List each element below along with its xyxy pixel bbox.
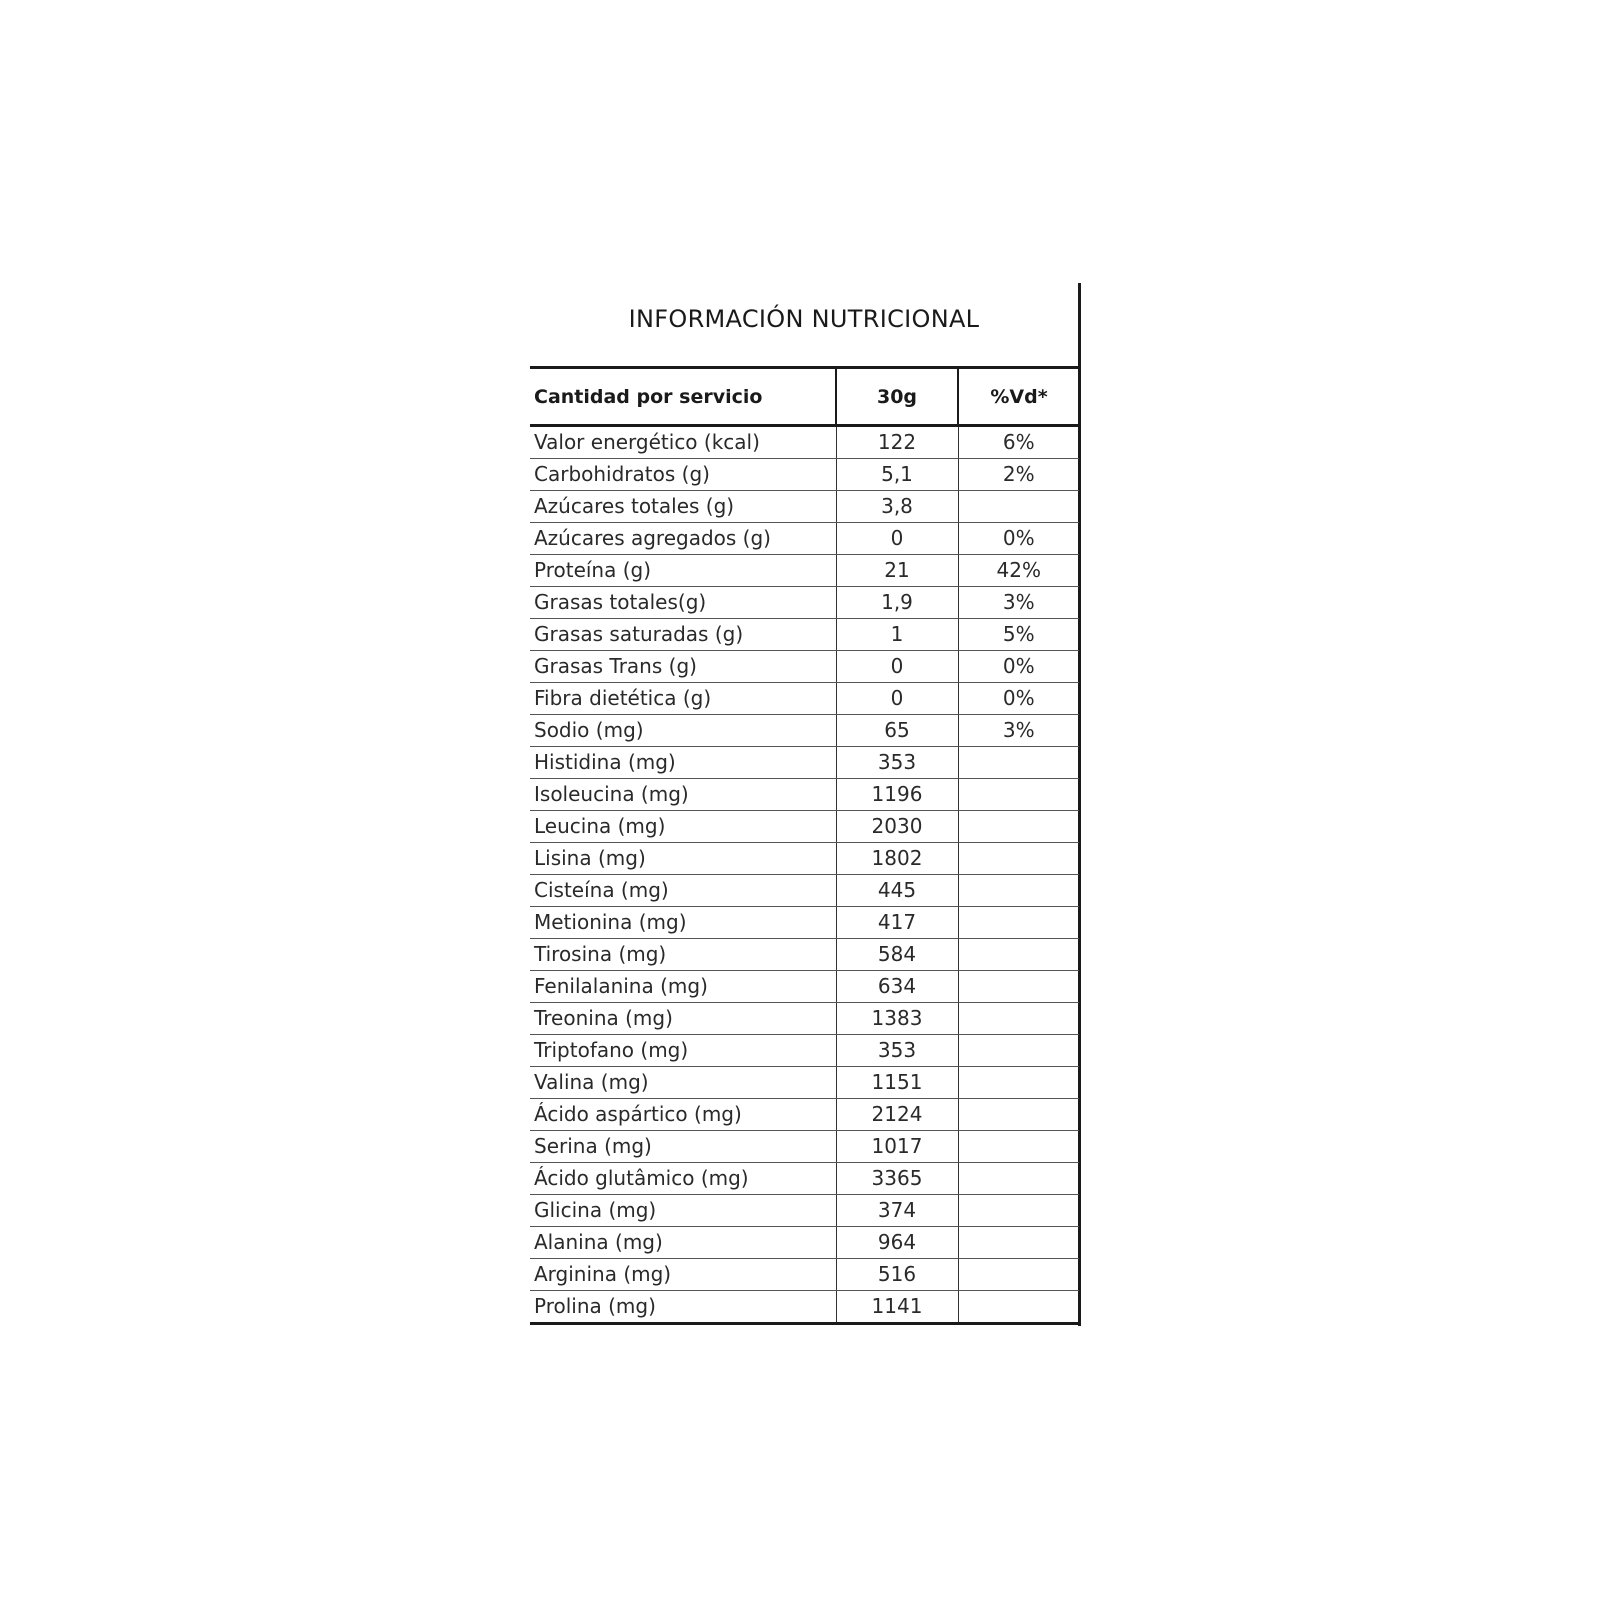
nutrient-name: Grasas saturadas (g) (530, 619, 836, 651)
table-row (530, 1067, 1079, 1099)
nutrient-name: Serina (mg) (530, 1131, 836, 1163)
nutrient-amount: 353 (836, 747, 958, 779)
nutrient-daily-value (958, 1227, 1079, 1259)
nutrient-daily-value: 0% (958, 651, 1079, 683)
table-row (530, 555, 1079, 587)
nutrient-amount: 1017 (836, 1131, 958, 1163)
table-row (530, 1003, 1079, 1035)
nutrient-daily-value (958, 811, 1079, 843)
nutrient-name: Carbohidratos (g) (530, 459, 836, 491)
table-row (530, 1291, 1079, 1324)
nutrient-daily-value (958, 1131, 1079, 1163)
table-row (530, 939, 1079, 971)
nutrient-daily-value: 6% (958, 426, 1079, 459)
nutrient-name: Lisina (mg) (530, 843, 836, 875)
nutrient-amount: 1802 (836, 843, 958, 875)
nutrient-name: Alanina (mg) (530, 1227, 836, 1259)
table-row (530, 619, 1079, 651)
nutrient-amount: 0 (836, 523, 958, 555)
table-row (530, 715, 1079, 747)
header-daily-value: %Vd* (958, 368, 1079, 426)
table-header (530, 368, 1079, 426)
nutrient-daily-value (958, 1195, 1079, 1227)
table-row (530, 1195, 1079, 1227)
nutrient-daily-value (958, 843, 1079, 875)
nutrient-name: Histidina (mg) (530, 747, 836, 779)
nutrient-amount: 584 (836, 939, 958, 971)
nutrient-name: Arginina (mg) (530, 1259, 836, 1291)
table-row (530, 1259, 1079, 1291)
nutrition-label (530, 283, 1081, 1326)
nutrient-amount: 122 (836, 426, 958, 459)
table-row (530, 523, 1079, 555)
nutrient-amount: 2030 (836, 811, 958, 843)
nutrition-table (530, 366, 1079, 1325)
nutrient-amount: 964 (836, 1227, 958, 1259)
nutrient-amount: 5,1 (836, 459, 958, 491)
table-row (530, 426, 1079, 459)
nutrient-amount: 374 (836, 1195, 958, 1227)
nutrient-name: Metionina (mg) (530, 907, 836, 939)
nutrient-name: Sodio (mg) (530, 715, 836, 747)
nutrient-amount: 21 (836, 555, 958, 587)
nutrient-name: Valor energético (kcal) (530, 426, 836, 459)
nutrient-amount: 2124 (836, 1099, 958, 1131)
label-title: INFORMACIÓN NUTRICIONAL (628, 305, 980, 333)
nutrient-daily-value (958, 1259, 1079, 1291)
nutrient-name: Proteína (g) (530, 555, 836, 587)
nutrient-name: Grasas Trans (g) (530, 651, 836, 683)
table-row (530, 843, 1079, 875)
nutrient-amount: 1 (836, 619, 958, 651)
nutrient-name: Prolina (mg) (530, 1291, 836, 1324)
table-row (530, 971, 1079, 1003)
nutrient-daily-value (958, 1003, 1079, 1035)
nutrient-daily-value (958, 1067, 1079, 1099)
nutrient-amount: 3,8 (836, 491, 958, 523)
nutrient-amount: 65 (836, 715, 958, 747)
table-row (530, 779, 1079, 811)
table-row (530, 875, 1079, 907)
nutrient-name: Leucina (mg) (530, 811, 836, 843)
nutrient-amount: 516 (836, 1259, 958, 1291)
table-row (530, 747, 1079, 779)
table-row (530, 1099, 1079, 1131)
nutrient-name: Fenilalanina (mg) (530, 971, 836, 1003)
nutrient-name: Grasas totales(g) (530, 587, 836, 619)
table-row (530, 651, 1079, 683)
nutrient-daily-value (958, 1035, 1079, 1067)
nutrient-name: Azúcares agregados (g) (530, 523, 836, 555)
nutrient-daily-value: 3% (958, 587, 1079, 619)
nutrient-daily-value: 0% (958, 523, 1079, 555)
header-row (530, 368, 1079, 426)
header-serving-label: Cantidad por servicio (530, 368, 836, 426)
nutrient-name: Treonina (mg) (530, 1003, 836, 1035)
table-row (530, 907, 1079, 939)
table-row (530, 491, 1079, 523)
nutrient-daily-value: 0% (958, 683, 1079, 715)
header-serving-size: 30g (836, 368, 958, 426)
nutrient-amount: 0 (836, 683, 958, 715)
nutrient-daily-value (958, 779, 1079, 811)
nutrient-daily-value (958, 939, 1079, 971)
nutrient-amount: 1141 (836, 1291, 958, 1324)
nutrient-name: Valina (mg) (530, 1067, 836, 1099)
nutrient-daily-value (958, 907, 1079, 939)
nutrient-amount: 445 (836, 875, 958, 907)
nutrient-name: Fibra dietética (g) (530, 683, 836, 715)
nutrient-amount: 1383 (836, 1003, 958, 1035)
nutrient-amount: 0 (836, 651, 958, 683)
table-row (530, 811, 1079, 843)
nutrient-amount: 1196 (836, 779, 958, 811)
nutrient-daily-value: 5% (958, 619, 1079, 651)
nutrient-daily-value (958, 747, 1079, 779)
nutrient-daily-value (958, 875, 1079, 907)
nutrient-name: Azúcares totales (g) (530, 491, 836, 523)
nutrient-daily-value: 42% (958, 555, 1079, 587)
nutrient-name: Ácido glutâmico (mg) (530, 1163, 836, 1195)
nutrient-name: Isoleucina (mg) (530, 779, 836, 811)
table-row (530, 587, 1079, 619)
table-row (530, 1035, 1079, 1067)
nutrient-amount: 634 (836, 971, 958, 1003)
nutrient-amount: 1151 (836, 1067, 958, 1099)
nutrient-name: Triptofano (mg) (530, 1035, 836, 1067)
nutrient-daily-value (958, 1291, 1079, 1324)
nutrient-daily-value: 3% (958, 715, 1079, 747)
nutrient-name: Glicina (mg) (530, 1195, 836, 1227)
nutrient-amount: 417 (836, 907, 958, 939)
table-row (530, 1227, 1079, 1259)
table-row (530, 1163, 1079, 1195)
table-row (530, 1131, 1079, 1163)
nutrient-amount: 3365 (836, 1163, 958, 1195)
nutrient-daily-value (958, 491, 1079, 523)
nutrient-daily-value (958, 1099, 1079, 1131)
table-row (530, 683, 1079, 715)
nutrient-amount: 353 (836, 1035, 958, 1067)
nutrient-name: Tirosina (mg) (530, 939, 836, 971)
nutrient-daily-value (958, 971, 1079, 1003)
nutrient-daily-value (958, 1163, 1079, 1195)
table-body (530, 426, 1079, 1324)
nutrient-daily-value: 2% (958, 459, 1079, 491)
nutrient-amount: 1,9 (836, 587, 958, 619)
nutrient-name: Cisteína (mg) (530, 875, 836, 907)
nutrient-name: Ácido aspártico (mg) (530, 1099, 836, 1131)
table-row (530, 459, 1079, 491)
